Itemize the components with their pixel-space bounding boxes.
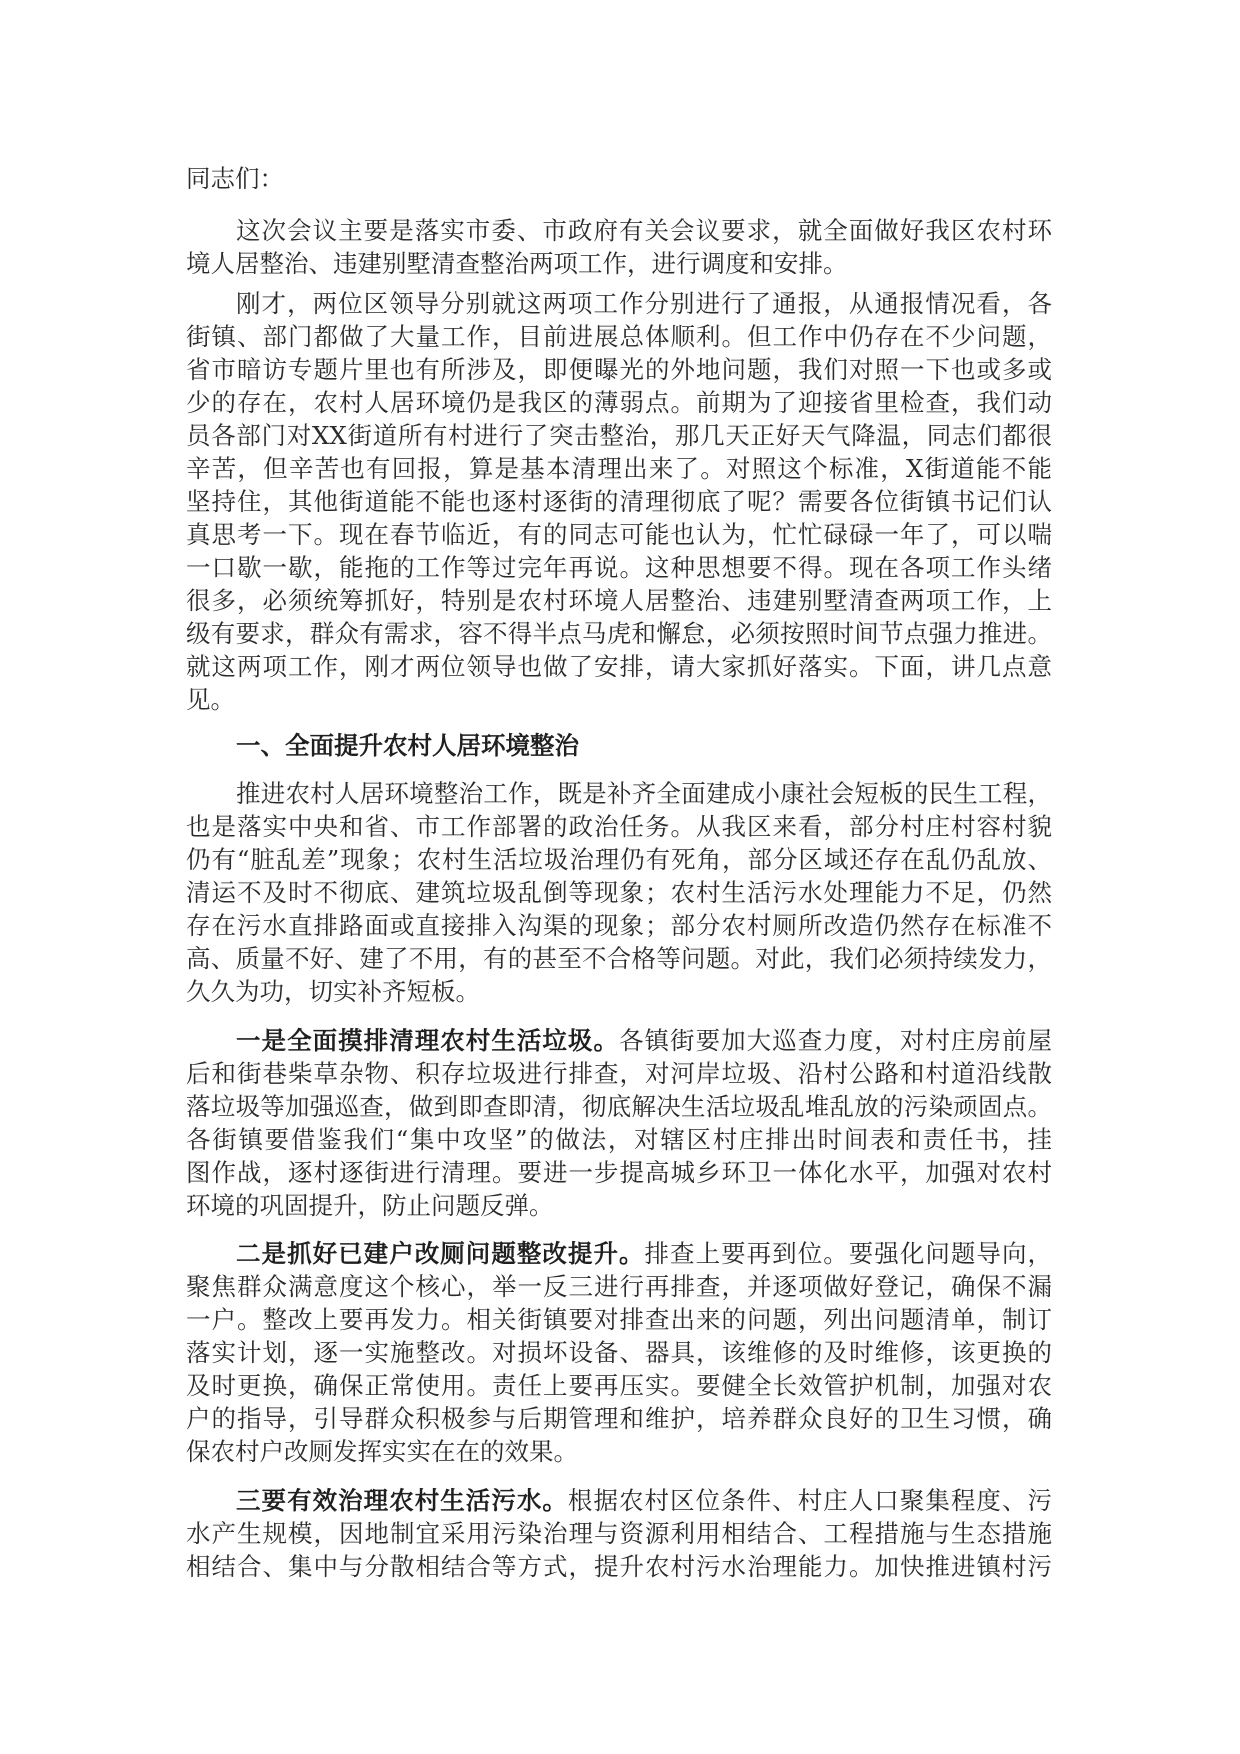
salutation: 同志们： [186,164,284,193]
section-heading: 一、全面提升农村人居环境整治 [236,731,579,760]
paragraph-2-line-6: 辛苦，但辛苦也有回报，算是基本清理出来了。对照这个标准，X街道能不能 [186,454,1052,483]
point-1-line-3: 落垃圾等加强巡查，做到即查即清，彻底解决生活垃圾乱堆乱放的污染顽固点。 [186,1092,1052,1121]
section-paragraph-1-line-1: 推进农村人居环境整治工作，既是补齐全面建成小康社会短板的民生工程， [236,779,1052,808]
paragraph-2-line-10: 很多，必须统筹抓好，特别是农村环境人居整治、违建别墅清查两项工作，上 [186,586,1052,615]
point-2-first-rest: 排查上要再到位。要强化问题导向， [644,1239,1052,1268]
point-1-first-rest: 各镇街要加大巡查力度，对村庄房前屋 [618,1026,1052,1055]
section-paragraph-1-line-4: 清运不及时不彻底、建筑垃圾乱倒等现象；农村生活污水处理能力不足，仍然 [186,878,1052,907]
paragraph-2-line-4: 少的存在，农村人居环境仍是我区的薄弱点。前期为了迎接省里检查，我们动 [186,388,1052,417]
point-1-line-6: 环境的巩固提升，防止问题反弹。 [186,1191,554,1220]
paragraph-2-line-2: 街镇、部门都做了大量工作，目前进展总体顺利。但工作中仍存在不少问题， [186,322,1052,351]
point-2-line-2: 聚焦群众满意度这个核心，举一反三进行再排查，并逐项做好登记，确保不漏 [186,1272,1052,1301]
paragraph-2-line-11: 级有要求，群众有需求，容不得半点马虎和懈怠，必须按照时间节点强力推进。 [186,619,1052,648]
section-paragraph-1-line-2: 也是落实中央和省、市工作部署的政治任务。从我区来看，部分村庄村容村貌 [186,812,1052,841]
point-1-line-2: 后和街巷柴草杂物、积存垃圾进行排查，对河岸垃圾、沿村公路和村道沿线散 [186,1059,1052,1088]
point-3-first-line [236,1484,1052,1517]
paragraph-2-line-3: 省市暗访专题片里也有所涉及，即便曝光的外地问题，我们对照一下也或多或 [186,355,1052,384]
section-paragraph-1-line-7: 久久为功，切实补齐短板。 [186,977,480,1006]
point-2-line-6: 户的指导，引导群众积极参与后期管理和维护，培养群众良好的卫生习惯，确 [186,1404,1052,1433]
paragraph-2-line-13: 见。 [186,685,235,714]
point-1-line-4: 各街镇要借鉴我们“集中攻坚”的做法，对辖区村庄排出时间表和责任书，挂 [186,1125,1052,1154]
point-1-first-line [236,1024,1052,1057]
paragraph-2-line-7: 坚持住，其他街道能不能也逐村逐街的清理彻底了呢？需要各位街镇书记们认 [186,487,1052,516]
point-2-line-3: 一户。整改上要再发力。相关街镇要对排查出来的问题，列出问题清单，制订 [186,1305,1052,1334]
point-2-line-4: 落实计划，逐一实施整改。对损坏设备、器具，该维修的及时维修，该更换的 [186,1338,1052,1367]
paragraph-2-line-9: 一口歇一歇，能拖的工作等过完年再说。这种思想要不得。现在各项工作头绪 [186,553,1052,582]
paragraph-1-line-2: 境人居整治、违建别墅清查整治两项工作，进行调度和安排。 [186,249,848,278]
point-2-line-7: 保农村户改厕发挥实实在在的效果。 [186,1437,578,1466]
point-1-lead: 一是全面摸排清理农村生活垃圾。 [236,1026,619,1055]
paragraph-2-line-1: 刚才，两位区领导分别就这两项工作分别进行了通报，从通报情况看，各 [236,289,1052,318]
point-3-line-3: 相结合、集中与分散相结合等方式，提升农村污水治理能力。加快推进镇村污 [186,1552,1052,1581]
point-3-first-rest: 根据农村区位条件、村庄人口聚集程度、污 [567,1486,1053,1515]
point-2-lead: 二是抓好已建户改厕问题整改提升。 [236,1239,645,1268]
point-2-line-5: 及时更换，确保正常使用。责任上要再压实。要健全长效管护机制，加强对农 [186,1371,1052,1400]
point-3-line-2: 水产生规模，因地制宜采用污染治理与资源利用相结合、工程措施与生态措施 [186,1519,1052,1548]
paragraph-2-line-12: 就这两项工作，刚才两位领导也做了安排，请大家抓好落实。下面，讲几点意 [186,652,1052,681]
paragraph-1-line-1: 这次会议主要是落实市委、市政府有关会议要求，就全面做好我区农村环 [236,216,1052,245]
section-paragraph-1-line-6: 高、质量不好、建了不用，有的甚至不合格等问题。对此，我们必须持续发力， [186,944,1052,973]
point-2-first-line [236,1237,1052,1270]
paragraph-2-line-5: 员各部门对XX街道所有村进行了突击整治，那几天正好天气降温，同志们都很 [186,421,1052,450]
section-paragraph-1-line-5: 存在污水直排路面或直接排入沟渠的现象；部分农村厕所改造仍然存在标准不 [186,911,1052,940]
paragraph-2-line-8: 真思考一下。现在春节临近，有的同志可能也认为，忙忙碌碌一年了，可以喘 [186,520,1052,549]
point-1-line-5: 图作战，逐村逐街进行清理。要进一步提高城乡环卫一体化水平，加强对农村 [186,1158,1052,1187]
section-paragraph-1-line-3: 仍有“脏乱差”现象；农村生活垃圾治理仍有死角，部分区域还存在乱仍乱放、 [186,845,1052,874]
point-3-lead: 三要有效治理农村生活污水。 [236,1486,568,1515]
